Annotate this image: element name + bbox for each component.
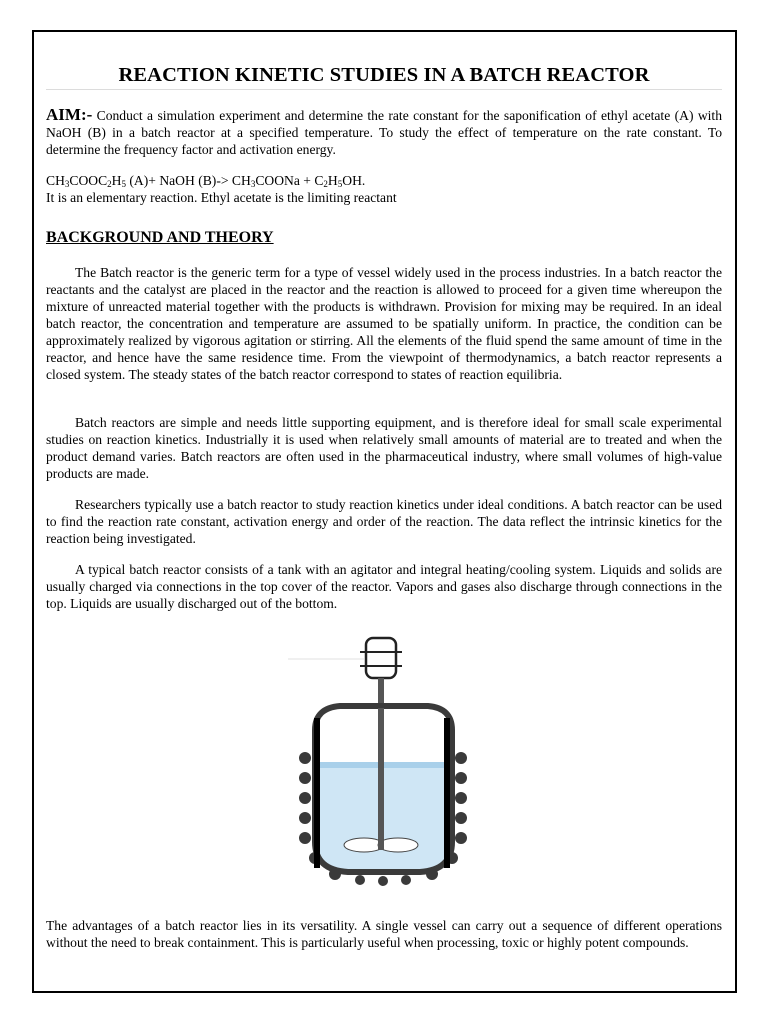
motor-icon (360, 638, 402, 678)
eq-part: H (327, 173, 338, 188)
eq-subscript: 2 (107, 179, 112, 189)
eq-part: (A)+ NaOH (B)-> CH (126, 173, 251, 188)
equation-note: It is an elementary reaction. Ethyl acetate is the limiting reactant (46, 190, 397, 205)
page-title: REACTION KINETIC STUDIES IN A BATCH REACTOR (118, 64, 650, 86)
liquid-fill (310, 762, 460, 882)
eq-part: COOC (69, 173, 108, 188)
title-divider (46, 89, 722, 90)
batch-reactor-diagram (280, 630, 480, 890)
baffle-left (314, 718, 320, 868)
eq-subscript: 5 (121, 179, 126, 189)
aim-paragraph (46, 106, 722, 158)
body-paragraph: Batch reactors are simple and needs little supporting equipment, and is therefore ideal for small scale experimental studies on reaction kinetics. Industrially it is used when relatively small amounts of material are to treated and when the product demand varies. Batch reactors are often used in the pharmaceutical industry, where small volumes of high-value products are made. (46, 415, 722, 481)
aim-label: AIM:- (46, 105, 93, 124)
body-paragraph: The Batch reactor is the generic term for a type of vessel widely used in the process industries. In a batch reactor the reactants and the catalyst are placed in the reactor and the reaction is allowed to proceed for a given time whereupon the mixture of unreacted material together with the products is withdrawn. Provision for mixing may be required. In an ideal batch reactor, the concentration and temperature are assumed to be spatially uniform. In practice, the condition can be approximately realized by vigorous agitation or stirring. All the elements of the fluid spend the same amount of time in the reactor, and hence have the same residence time. From the viewpoint of thermodynamics, a batch reactor represents a closed system. The steady states of the batch reactor correspond to states of reaction equilibria. (46, 265, 722, 382)
eq-part: COONa + C (255, 173, 324, 188)
aim-text: Conduct a simulation experiment and determine the rate constant for the saponification of ethyl acetate (A) with NaOH (B) in a batch reactor at a specified temperature. To study the effect of temperature on the rate constant. To determine the frequency factor and activation energy. (46, 108, 722, 157)
reaction-equation (46, 172, 722, 189)
eq-part: H (111, 173, 122, 188)
body-paragraph: A typical batch reactor consists of a tank with an agitator and integral heating/cooling system. Liquids and solids are usually charged via connections in the top cover of the reactor. Vapors and gases also discharge through connections in the top. Liquids are usually discharged out of the bottom. (46, 562, 722, 611)
impeller-icon (344, 838, 418, 852)
eq-subscript: 3 (64, 179, 70, 189)
jacket-coils-bottom (355, 875, 411, 886)
eq-subscript: 5 (337, 179, 343, 189)
section-heading: BACKGROUND AND THEORY (46, 229, 274, 246)
eq-part: CH (46, 173, 65, 188)
eq-subscript: 3 (250, 179, 256, 189)
body-paragraph: Researchers typically use a batch reactor to study reaction kinetics under ideal conditions. A batch reactor can be used to find the reaction rate constant, activation energy and order of the reaction. The data reflect the intrinsic kinetics for the reaction being investigated. (46, 497, 722, 546)
agitator-shaft (378, 708, 384, 848)
eq-part: OH. (342, 173, 366, 188)
baffle-right (444, 718, 450, 868)
eq-subscript: 2 (323, 179, 328, 189)
closing-paragraph: The advantages of a batch reactor lies in its versatility. A single vessel can carry out a sequence of different operations without the need to break containment. This is particularly useful when processing, toxic or highly potent compounds. (46, 918, 722, 950)
